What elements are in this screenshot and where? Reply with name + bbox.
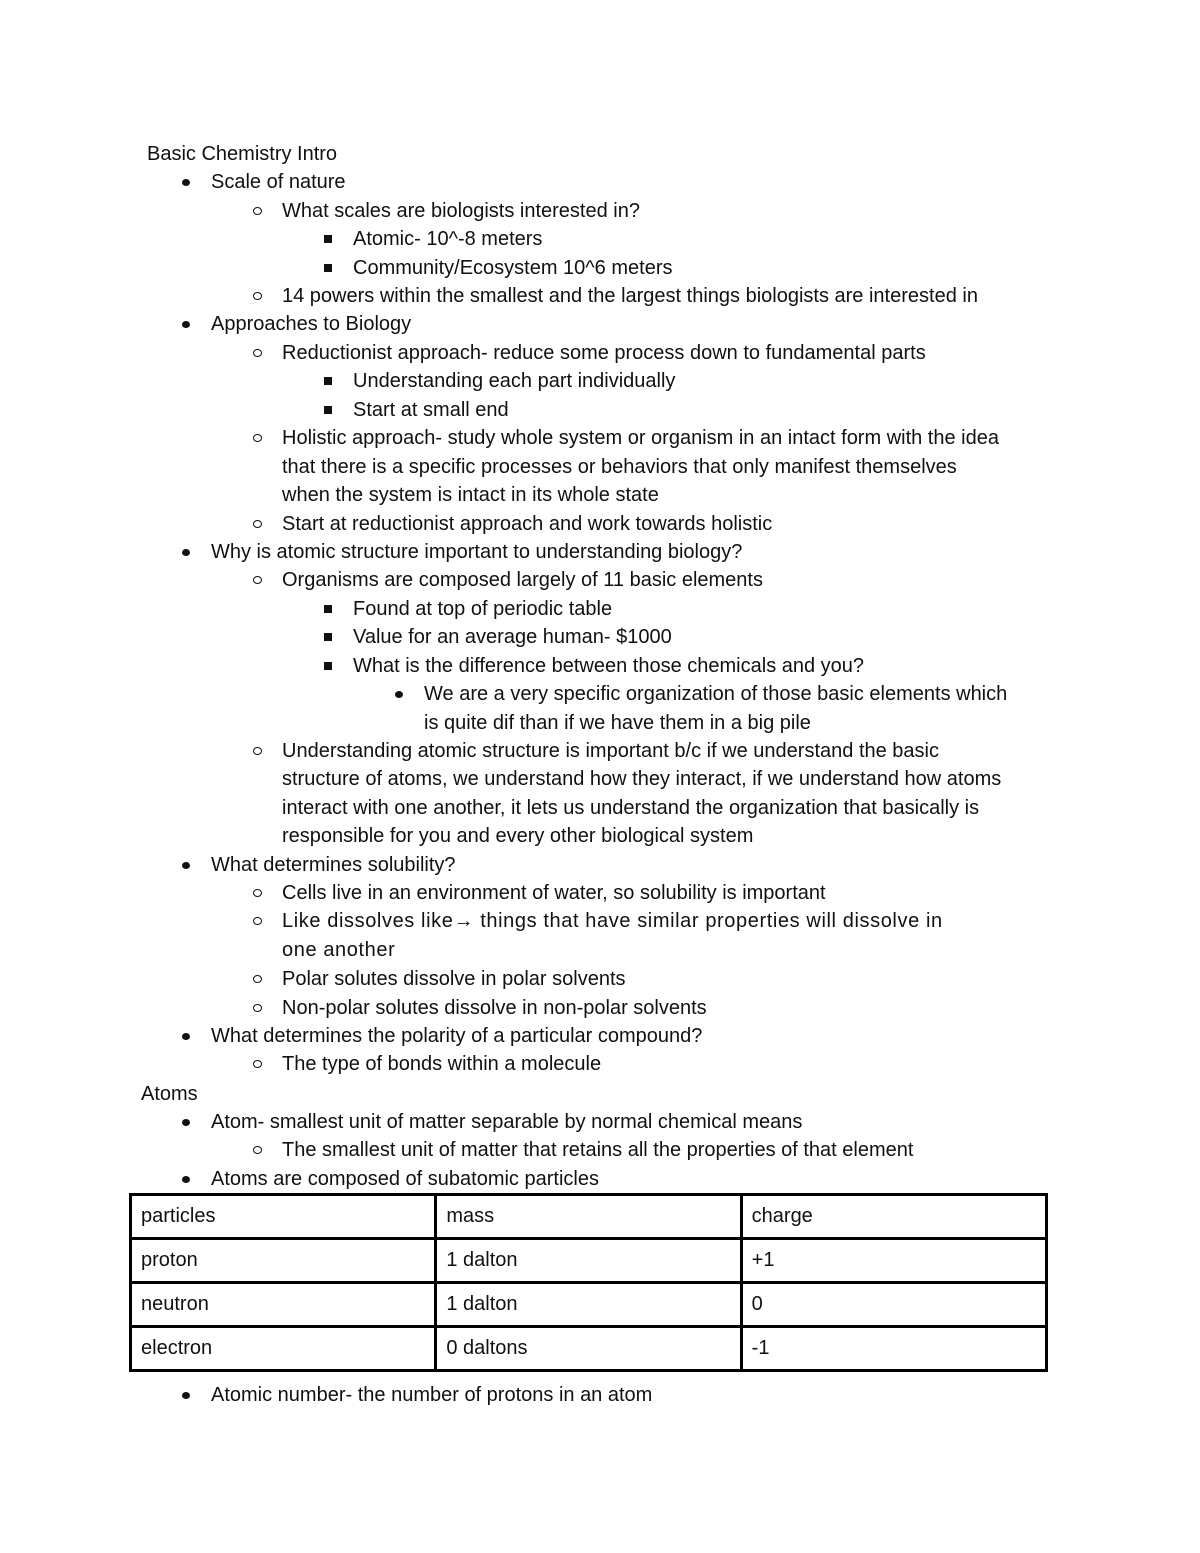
list-item: Found at top of periodic table [353,595,612,623]
list-item: The smallest unit of matter that retains all the properties of that element [282,1136,913,1164]
circle-bullet-icon [250,994,264,1022]
list-item: Community/Ecosystem 10^6 meters [353,254,672,282]
table-cell: proton [131,1239,436,1283]
list-item: Atoms are composed of subatomic particles [211,1165,599,1193]
list-item: Atomic number- the number of protons in an atom [211,1381,652,1409]
circle-bullet-icon [250,424,264,452]
list-item: Scale of nature [211,168,346,196]
list-item: Value for an average human- $1000 [353,623,672,651]
list-item: What is the difference between those chemicals and you? [353,652,864,680]
list-item: Understanding each part individually [353,367,675,395]
subatomic-particles-table [129,1193,1048,1372]
list-item: Why is atomic structure important to understanding biology? [211,538,742,566]
disc-bullet-icon [179,851,193,879]
table-header-row [131,1195,1047,1239]
list-item: Organisms are composed largely of 11 basic elements [282,566,763,594]
list-item: What scales are biologists interested in? [282,197,640,225]
square-bullet-icon [321,595,335,623]
table-cell: 0 [741,1283,1046,1327]
list-item: The type of bonds within a molecule [282,1050,601,1078]
table-cell: neutron [131,1283,436,1327]
square-bullet-icon [321,623,335,651]
list-item: Non-polar solutes dissolve in non-polar solvents [282,994,707,1022]
list-item: Start at small end [353,396,509,424]
disc-bullet-icon [179,1165,193,1193]
table-header-cell: particles [131,1195,436,1239]
square-bullet-icon [321,367,335,395]
disc-bullet-icon [179,1022,193,1050]
table-row [131,1283,1047,1327]
square-bullet-icon [321,254,335,282]
section-heading-atoms: Atoms [141,1083,198,1105]
table-header-cell: mass [436,1195,741,1239]
square-bullet-icon [321,652,335,680]
section-heading-basic-chemistry: Basic Chemistry Intro [147,143,338,165]
disc-bullet-icon [179,310,193,338]
circle-bullet-icon [250,1050,264,1078]
square-bullet-icon [321,225,335,253]
list-item: Understanding atomic structure is important b/c if we understand the basic [282,737,939,765]
table-row [131,1239,1047,1283]
table-row [131,1327,1047,1371]
list-item: We are a very specific organization of those basic elements which [424,680,1007,708]
table-cell: -1 [741,1327,1046,1371]
circle-bullet-icon [250,907,264,935]
list-item: What determines solubility? [211,851,456,879]
list-item: Like dissolves like→ things that have similar properties will dissolve in [282,907,943,935]
list-item-continuation: is quite dif than if we have them in a big pile [424,712,811,734]
list-item: Cells live in an environment of water, so solubility is important [282,879,826,907]
list-item: What determines the polarity of a particular compound? [211,1022,702,1050]
list-item: Holistic approach- study whole system or organism in an intact form with the idea [282,424,999,452]
list-item-continuation: when the system is intact in its whole state [282,484,659,506]
table-cell: 1 dalton [436,1239,741,1283]
list-item: Reductionist approach- reduce some process down to fundamental parts [282,339,926,367]
list-item-continuation: one another [282,939,396,961]
list-item: Atom- smallest unit of matter separable by normal chemical means [211,1108,802,1136]
list-item: 14 powers within the smallest and the largest things biologists are interested in [282,282,978,310]
list-item: Approaches to Biology [211,310,411,338]
circle-bullet-icon [250,965,264,993]
list-item: Atomic- 10^-8 meters [353,225,542,253]
circle-bullet-icon [250,510,264,538]
list-item: Start at reductionist approach and work towards holistic [282,510,772,538]
table-cell: 0 daltons [436,1327,741,1371]
circle-bullet-icon [250,197,264,225]
disc-bullet-icon [179,1108,193,1136]
disc-bullet-icon [179,538,193,566]
table-cell: 1 dalton [436,1283,741,1327]
table-cell: +1 [741,1239,1046,1283]
disc-bullet-icon [392,680,406,708]
disc-bullet-icon [179,1381,193,1409]
disc-bullet-icon [179,168,193,196]
table-header-cell: charge [741,1195,1046,1239]
circle-bullet-icon [250,879,264,907]
list-item-continuation: structure of atoms, we understand how they interact, if we understand how atoms [282,768,1002,790]
table-cell: electron [131,1327,436,1371]
list-item: Polar solutes dissolve in polar solvents [282,965,626,993]
list-item-continuation: responsible for you and every other biological system [282,825,754,847]
circle-bullet-icon [250,737,264,765]
list-item-continuation: interact with one another, it lets us understand the organization that basically is [282,797,980,819]
circle-bullet-icon [250,1136,264,1164]
list-item-continuation: that there is a specific processes or behaviors that only manifest themselves [282,456,957,478]
square-bullet-icon [321,396,335,424]
circle-bullet-icon [250,339,264,367]
circle-bullet-icon [250,566,264,594]
circle-bullet-icon [250,282,264,310]
